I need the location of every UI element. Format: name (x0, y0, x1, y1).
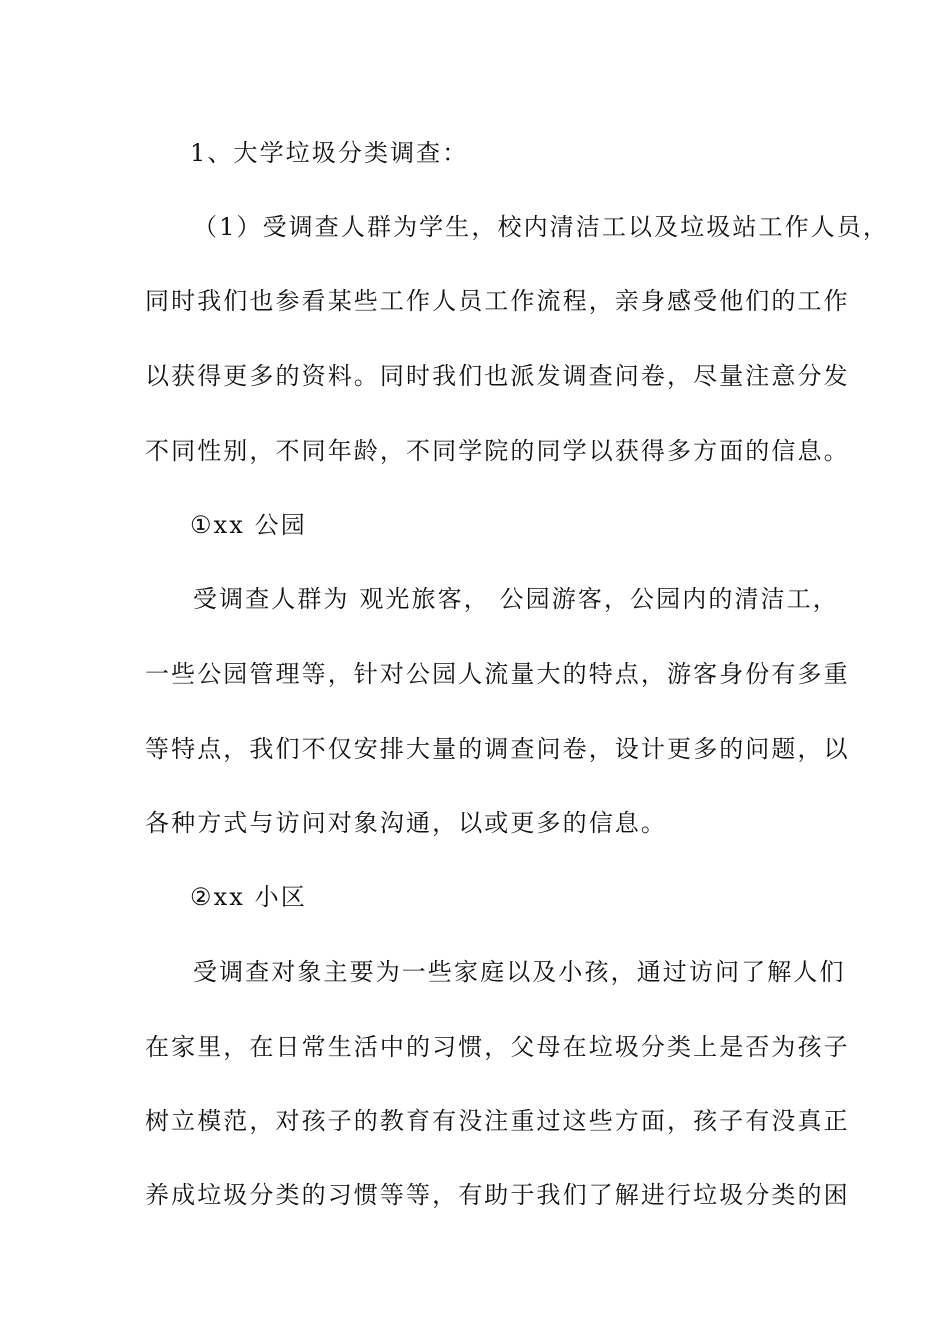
paragraph-line: 不同性别，不同年龄，不同学院的同学以获得多方面的信息。 (145, 437, 850, 465)
paragraph-line: 等特点，我们不仅安排大量的调查问卷，设计更多的问题，以 (145, 735, 850, 763)
paragraph-line: 受调查对象主要为一些家庭以及小孩，通过访问了解人们 (193, 958, 846, 986)
paragraph-line: 一些公园管理等，针对公园人流量大的特点，游客身份有多重 (145, 660, 850, 688)
section-heading: 1、大学垃圾分类调查： (190, 139, 469, 167)
subheading-park: ①xx 公园 (190, 511, 307, 539)
subheading-community: ②xx 小区 (190, 883, 307, 911)
paragraph-line: 树立模范，对孩子的教育有没注重过这些方面，孩子有没真正 (145, 1107, 850, 1135)
paragraph-line: （1）受调查人群为学生，校内清洁工以及垃圾站工作人员， (193, 213, 889, 241)
paragraph-line: 以获得更多的资料。同时我们也派发调查问卷，尽量注意分发 (145, 362, 850, 390)
paragraph-line: 各种方式与访问对象沟通，以或更多的信息。 (145, 809, 667, 837)
paragraph-line: 在家里，在日常生活中的习惯，父母在垃圾分类上是否为孩子 (145, 1033, 850, 1061)
paragraph-line: 同时我们也参看某些工作人员工作流程，亲身感受他们的工作 (145, 287, 850, 315)
paragraph-line: 养成垃圾分类的习惯等等，有助于我们了解进行垃圾分类的困 (145, 1181, 850, 1209)
paragraph-line: 受调查人群为 观光旅客， 公园游客，公园内的清洁工， (193, 585, 839, 613)
